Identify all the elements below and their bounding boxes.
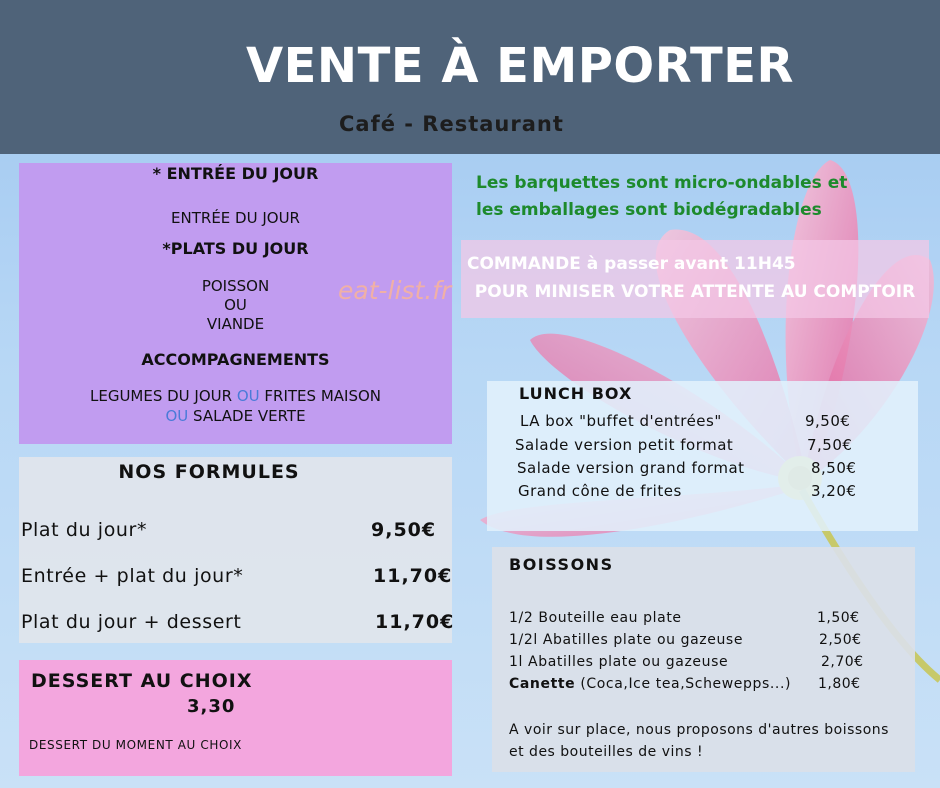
packaging-line1: Les barquettes sont micro-ondables et <box>476 173 848 193</box>
dessert-price: 3,30 <box>187 696 236 717</box>
salade-text: SALADE VERTE <box>193 407 306 425</box>
lunch-item-price: 3,20€ <box>811 482 857 500</box>
formule-label: Plat du jour* <box>21 519 148 541</box>
lunch-item-price: 8,50€ <box>811 459 857 477</box>
lunch-item-label: LA box "buffet d'entrées" <box>520 412 722 430</box>
boisson-label: 1l Abatilles plate ou gazeuse <box>509 654 729 670</box>
boissons-title: BOISSONS <box>509 555 614 574</box>
ou-text: OU <box>224 296 247 314</box>
ou-text: OU <box>165 407 189 425</box>
entree-text: ENTRÉE DU JOUR <box>171 209 300 227</box>
boisson-label: Canette <box>509 676 576 692</box>
lunch-box-title: LUNCH BOX <box>519 384 633 403</box>
frites-text: FRITES MAISON <box>264 387 382 405</box>
formules-title: NOS FORMULES <box>118 461 300 483</box>
formule-price: 11,70€ <box>373 565 453 587</box>
boisson-price: 1,50€ <box>817 610 860 626</box>
plats-title: *PLATS DU JOUR <box>162 239 309 258</box>
boissons-panel <box>492 547 915 772</box>
boisson-label: 1/2l Abatilles plate ou gazeuse <box>509 632 744 648</box>
commande-line2: POUR MINISER VOTRE ATTENTE AU COMPTOIR <box>474 282 916 302</box>
lunch-item-price: 7,50€ <box>807 436 853 454</box>
formule-price: 11,70€ <box>375 611 455 633</box>
commande-banner <box>461 240 929 318</box>
formules-panel <box>19 457 455 643</box>
poisson-text: POISSON <box>201 277 270 295</box>
formule-label: Entrée + plat du jour* <box>21 565 244 587</box>
accompagnements-line2 <box>19 407 452 425</box>
dessert-panel <box>19 660 452 776</box>
entree-title: * ENTRÉE DU JOUR <box>152 164 319 183</box>
watermark-text: eat-list.fr <box>338 276 452 305</box>
lunch-box-panel <box>487 381 918 531</box>
boisson-price: 2,50€ <box>819 632 862 648</box>
lunch-item-label: Grand cône de frites <box>518 482 682 500</box>
ou-text: OU <box>236 387 260 405</box>
formule-label: Plat du jour + dessert <box>21 611 242 633</box>
boisson-label: 1/2 Bouteille eau plate <box>509 610 682 626</box>
lunch-item-label: Salade version petit format <box>515 436 734 454</box>
lunch-item-label: Salade version grand format <box>517 459 745 477</box>
dessert-description: DESSERT DU MOMENT AU CHOIX <box>29 738 242 752</box>
packaging-line2: les emballages sont biodégradables <box>476 200 822 220</box>
accompagnements-title: ACCOMPAGNEMENTS <box>141 350 330 369</box>
commande-line1: COMMANDE à passer avant 11H45 <box>467 254 796 274</box>
dessert-title: DESSERT AU CHOIX <box>31 670 253 692</box>
boisson-detail: (Coca,Ice tea,Schewepps...) <box>580 676 792 692</box>
boisson-price: 2,70€ <box>821 654 864 670</box>
boisson-label-canette <box>509 676 791 692</box>
page-title: VENTE À EMPORTER <box>245 38 795 94</box>
legumes-text: LEGUMES DU JOUR <box>89 387 233 405</box>
boissons-note: A voir sur place, nous proposons d'autres boissons et des bouteilles de vins ! <box>509 722 889 760</box>
lunch-item-price: 9,50€ <box>805 412 851 430</box>
boisson-price: 1,80€ <box>818 676 861 692</box>
viande-text: VIANDE <box>206 315 265 333</box>
formule-price: 9,50€ <box>371 519 437 541</box>
accompagnements-line1 <box>19 387 452 405</box>
page-subtitle: Café - Restaurant <box>339 112 564 136</box>
packaging-info <box>476 170 896 224</box>
